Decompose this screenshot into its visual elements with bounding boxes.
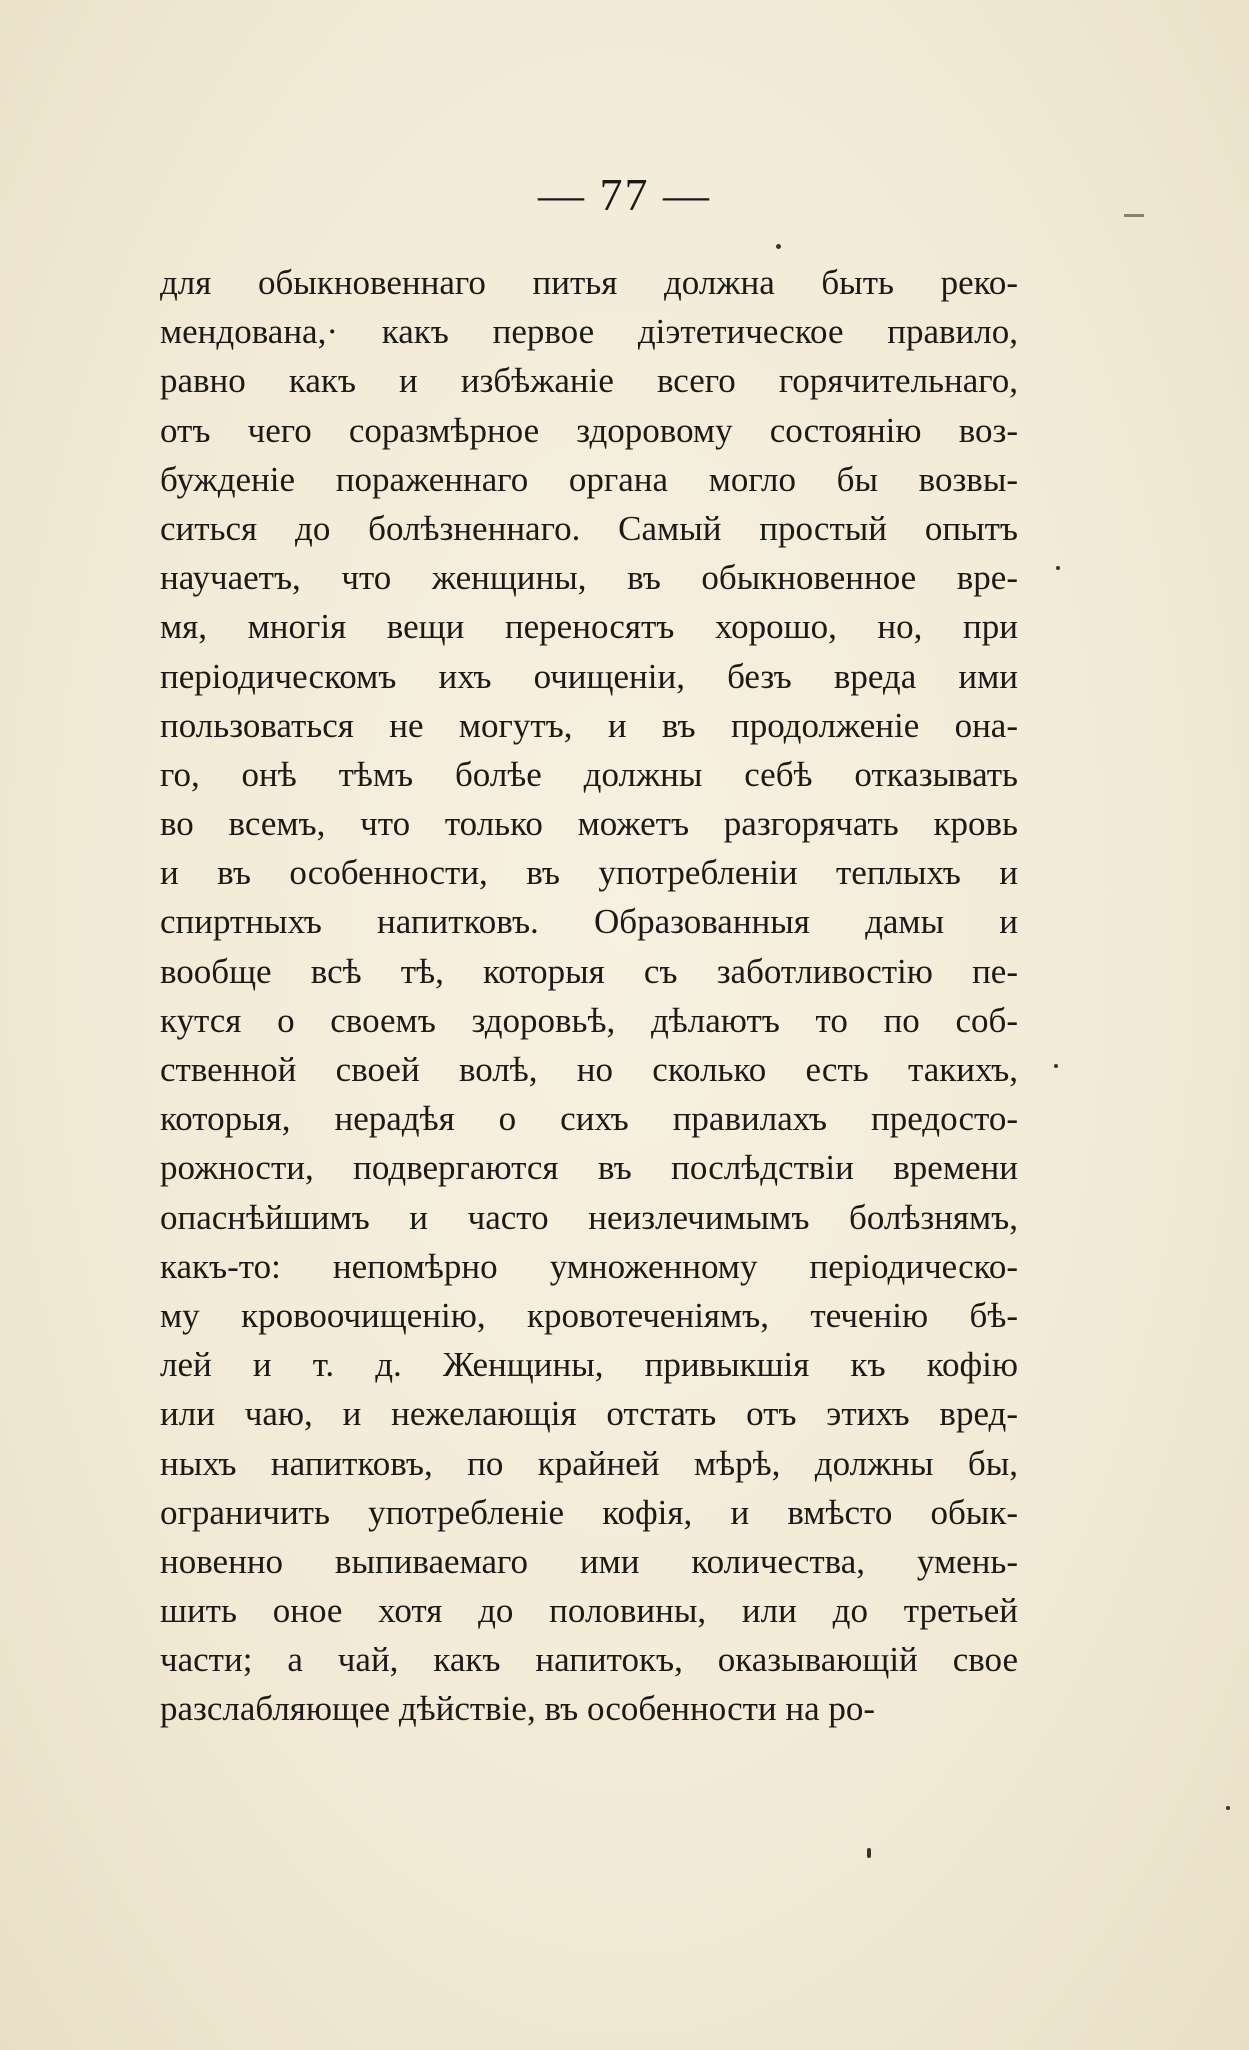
page-number: — 77 —: [538, 169, 711, 220]
ink-speck: [1054, 1064, 1058, 1068]
text-line: или чаю, и нежелающія отстать отъ этихъ вред-: [160, 1394, 1018, 1434]
text-line: опаснѣйшимъ и часто неизлечимымъ болѣзнямъ,: [160, 1197, 1018, 1237]
ink-speck: [1226, 1806, 1230, 1810]
text-line: части; а чай, какъ напитокъ, оказывающій свое: [160, 1640, 1018, 1680]
text-line: новенно выпиваемаго ими количества, умень-: [160, 1541, 1018, 1581]
text-line: равно какъ и избѣжаніе всего горячительнаго,: [160, 361, 1018, 401]
ink-speck: [1056, 566, 1060, 570]
text-line: му кровоочищенію, кровотеченіямъ, теченію бѣ-: [160, 1295, 1018, 1335]
text-line: которыя, нерадѣя о сихъ правилахъ предосто-: [160, 1099, 1018, 1139]
text-line: во всемъ, что только можетъ разгорячать кровь: [160, 804, 1018, 844]
text-line: для обыкновеннаго питья должна быть реко-: [160, 263, 1018, 302]
text-line: мендована,· какъ первое діэтетическое правило,: [160, 312, 1018, 352]
text-line: ситься до болѣзненнаго. Самый простый опытъ: [160, 508, 1018, 548]
text-line: рожности, подвергаются въ послѣдствіи времени: [160, 1148, 1018, 1188]
text-line: спиртныхъ напитковъ. Образованныя дамы и: [160, 902, 1018, 942]
text-line: лей и т. д. Женщины, привыкшія къ кофію: [160, 1345, 1018, 1385]
text-line: бужденіе пораженнаго органа могло бы возвы-: [160, 459, 1018, 499]
text-line: кутся о своемъ здоровьѣ, дѣлаютъ то по соб-: [160, 1000, 1018, 1040]
text-line: и въ особенности, въ употребленіи теплыхъ и: [160, 853, 1018, 893]
text-line: пользоваться не могутъ, и въ продолженіе она-: [160, 705, 1018, 745]
text-line: научаетъ, что женщины, въ обыкновенное вре-: [160, 558, 1018, 598]
text-line: мя, многія вещи переносятъ хорошо, но, при: [160, 607, 1018, 647]
text-line: вообще всѣ тѣ, которыя съ заботливостію пе-: [160, 951, 1018, 991]
ink-speck: [776, 244, 781, 249]
text-line: шить оное хотя до половины, или до третьей: [160, 1591, 1018, 1631]
ink-speck: [867, 1848, 871, 1858]
text-line: отъ чего соразмѣрное здоровому состоянію воз-: [160, 410, 1018, 450]
text-line: ныхъ напитковъ, по крайней мѣрѣ, должны бы,: [160, 1443, 1018, 1483]
text-line: го, онѣ тѣмъ болѣе должны себѣ отказывать: [160, 754, 1018, 794]
body-text: [160, 258, 1018, 1734]
text-line: ограничить употребленіе кофія, и вмѣсто обык-: [160, 1492, 1018, 1532]
text-line: разслабляющее дѣйствіе, въ особенности на ро-: [160, 1689, 876, 1729]
text-line: ственной своей волѣ, но сколько есть такихъ,: [160, 1050, 1018, 1089]
text-line: періодическомъ ихъ очищеніи, безъ вреда ими: [160, 656, 1018, 696]
text-line: какъ-то: непомѣрно умноженному періодическо-: [160, 1246, 1018, 1286]
